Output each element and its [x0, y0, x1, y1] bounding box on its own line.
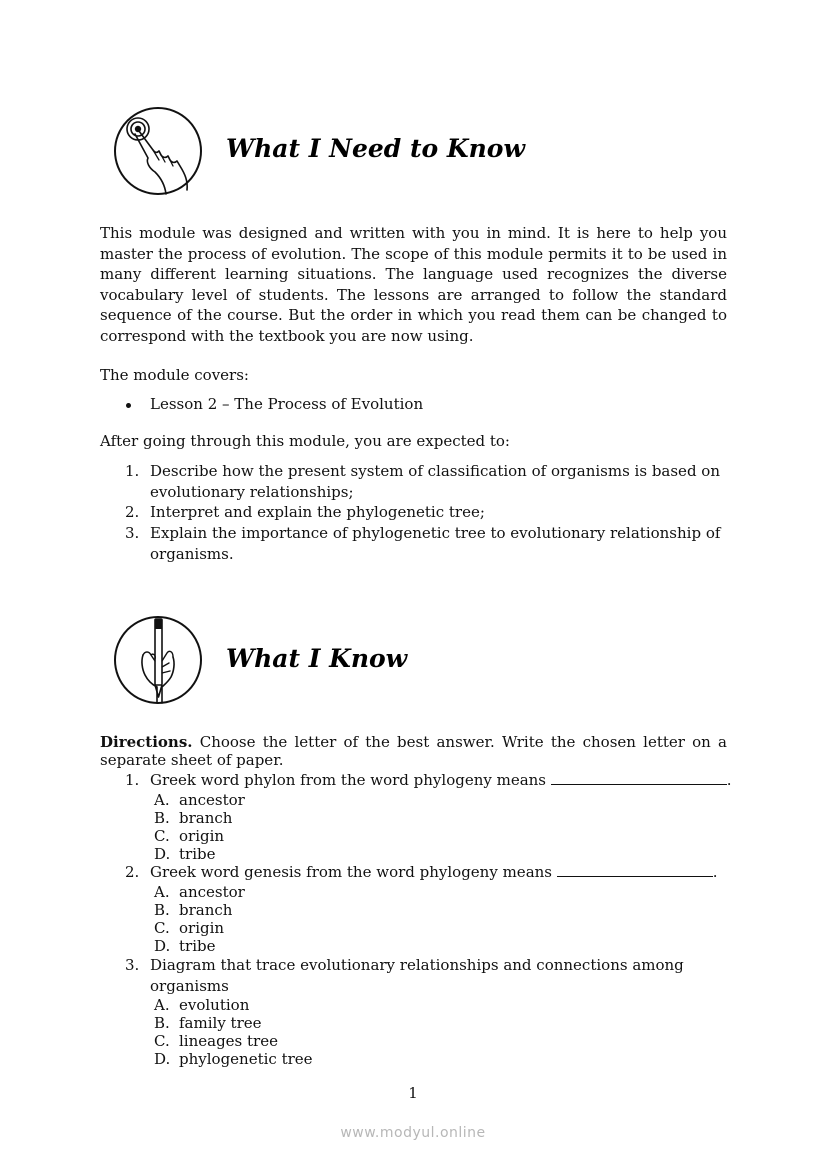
- choice-text: ancestor: [179, 883, 245, 901]
- choice-text: family tree: [179, 1014, 262, 1032]
- objective-number: 2.: [125, 503, 140, 521]
- hand-pencil-icon: [113, 615, 203, 705]
- answer-blank: [551, 770, 727, 785]
- choice-text: branch: [179, 809, 233, 827]
- question-number: 3.: [125, 956, 140, 974]
- choice-text: evolution: [179, 996, 250, 1014]
- directions-label: Directions.: [100, 733, 193, 751]
- choice-text: branch: [179, 901, 233, 919]
- question-stem: Greek word phylon from the word phylogeny means: [150, 771, 547, 789]
- question-text: [150, 770, 732, 791]
- bullet-icon: [126, 403, 131, 408]
- covers-label: The module covers:: [100, 366, 249, 384]
- watermark: www.modyul.online: [340, 1125, 486, 1141]
- question-end: .: [712, 863, 718, 881]
- choice-text: lineages tree: [179, 1032, 278, 1050]
- section-title-what-i-need-to-know: What I Need to Know: [226, 134, 525, 163]
- choice-letter: B.: [154, 809, 170, 827]
- expected-label: After going through this module, you are expected to:: [100, 432, 510, 450]
- directions-text: Choose the letter of the best answer. Write the chosen letter on a separate sheet of paper.: [100, 733, 727, 769]
- section-title-what-i-know: What I Know: [226, 644, 408, 673]
- objective-text: organisms.: [150, 545, 234, 563]
- intro-paragraph: This module was designed and written with you in mind. It is here to help you master the process of evolution. The scope of this module permits it to be used in many different learning situations. The language used recognizes the diverse vocabulary level of students. The lessons are arranged to follow the standard sequence of the course. But the order in which you read them can be changed to correspond with the textbook you are now using.: [100, 224, 727, 345]
- objective-number: 3.: [125, 524, 140, 542]
- question-text: Diagram that trace evolutionary relationships and connections among: [150, 956, 684, 974]
- choice-letter: D.: [154, 845, 171, 863]
- choice-text: origin: [179, 827, 225, 845]
- choice-letter: C.: [154, 919, 170, 937]
- choice-letter: C.: [154, 827, 170, 845]
- choice-text: tribe: [179, 845, 216, 863]
- hand-touch-icon: [113, 106, 203, 196]
- question-text: [150, 862, 718, 883]
- question-number: 1.: [125, 771, 140, 789]
- objective-text: Interpret and explain the phylogenetic tree;: [150, 503, 485, 521]
- choice-text: origin: [179, 919, 225, 937]
- objective-text: evolutionary relationships;: [150, 483, 354, 501]
- choice-letter: B.: [154, 901, 170, 919]
- choice-letter: B.: [154, 1014, 170, 1032]
- question-number: 2.: [125, 863, 140, 881]
- choice-text: phylogenetic tree: [179, 1050, 313, 1068]
- choice-letter: A.: [154, 883, 170, 901]
- choice-letter: D.: [154, 1050, 171, 1068]
- objective-text: Describe how the present system of classification of organisms is based on: [150, 462, 720, 480]
- question-text: organisms: [150, 977, 229, 995]
- objective-number: 1.: [125, 462, 140, 480]
- objective-text: Explain the importance of phylogenetic tree to evolutionary relationship of: [150, 524, 721, 542]
- choice-text: ancestor: [179, 791, 245, 809]
- choice-letter: A.: [154, 996, 170, 1014]
- page-number: 1: [408, 1084, 418, 1102]
- question-end: .: [726, 771, 732, 789]
- answer-blank: [557, 862, 713, 877]
- choice-text: tribe: [179, 937, 216, 955]
- choice-letter: C.: [154, 1032, 170, 1050]
- directions-paragraph: [100, 734, 727, 769]
- choice-letter: A.: [154, 791, 170, 809]
- choice-letter: D.: [154, 937, 171, 955]
- covers-item: Lesson 2 – The Process of Evolution: [150, 395, 424, 413]
- question-stem: Greek word genesis from the word phylogeny means: [150, 863, 552, 881]
